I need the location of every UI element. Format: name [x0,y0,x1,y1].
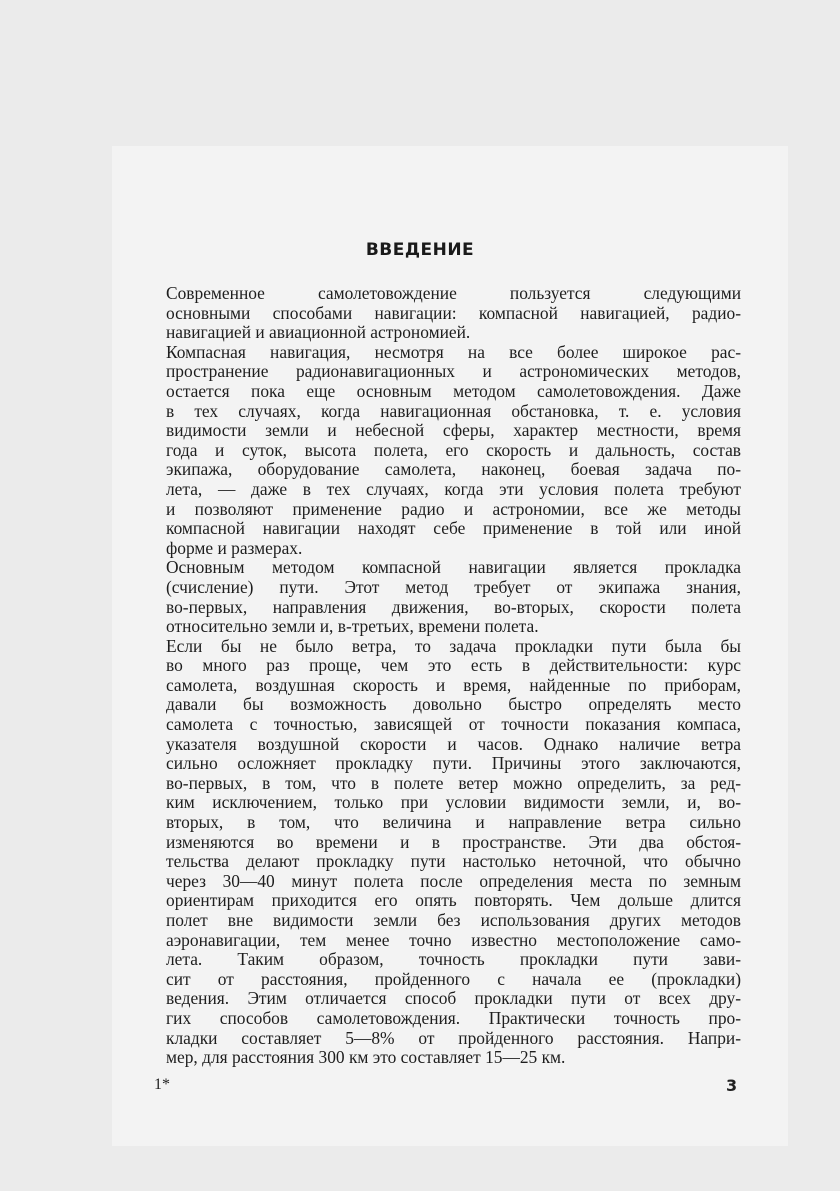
text-line: Если бы не было ветра, то задача прокладки пути была бы [166,636,741,656]
text-line: самолета с точностью, зависящей от точности показания компаса, [166,715,741,735]
page-number: 3 [726,1076,738,1095]
text-line: лета, — даже в тех случаях, когда эти условия полета требуют [166,479,741,499]
text-line: тельства делают прокладку пути настолько неточной, что обычно [166,852,741,872]
text-line: Компасная навигация, несмотря на все более широкое рас- [166,342,741,362]
text-line: относительно земли и, в-третьих, времени полета. [166,617,539,637]
text-line: изменяются во времени и в пространстве. Эти два обстоя- [166,832,741,852]
text-line: пространение радионавигационных и астрономических методов, [166,362,741,382]
text-line: Основным методом компасной навигации является прокладка [166,558,741,578]
signature-mark: 1* [154,1076,170,1093]
text-line: указателя воздушной скорости и часов. Однако наличие ветра [166,734,741,754]
text-line: мер, для расстояния 300 км это составляет 15—25 км. [166,1048,566,1068]
text-line: в тех случаях, когда навигационная обстановка, т. е. условия [166,401,741,421]
text-line: полет вне видимости земли без использования других методов [166,911,741,930]
text-line: гих способов самолетовождения. Практически точность про- [166,1008,741,1028]
text-line: во много раз проще, чем это есть в действительности: курс [166,656,741,676]
text-line: компасной навигации находят себе применение в той или иной [166,519,741,539]
text-line: остается пока еще основным методом самолетовождения. Даже [166,381,741,401]
page-title: ВВЕДЕНИЕ [365,240,475,260]
text-line: сильно осложняет прокладку пути. Причины этого заключаются, [166,754,741,774]
text-line: самолета, воздушная скорость и время, найденные по приборам, [166,675,741,695]
text-line: экипажа, оборудование самолета, наконец, боевая задача по- [166,460,741,480]
text-line: ким исключением, только при условии видимости земли, и, во- [166,793,741,813]
text-line: (счисление) пути. Этот метод требует от экипажа знания, [166,577,741,597]
text-line: и позволяют применение радио и астрономии, все же методы [166,499,741,519]
text-line: ведения. Этим отличается способ прокладки пути от всех дру- [166,989,741,1009]
text-line: ориентирам приходится его опять повторять. Чем дольше длится [166,891,741,911]
text-line: во-первых, в том, что в полете ветер можно определить, за ред- [166,773,741,793]
text-line: аэронавигации, тем менее точно известно местоположение само- [166,930,741,950]
text-line: сит от расстояния, пройденного с начала ее (прокладки) [166,969,741,989]
body-text [166,284,741,1068]
text-line: давали бы возможность довольно быстро определять место [166,695,741,715]
text-line: вторых, в том, что величина и направление ветра сильно [166,813,741,833]
text-line: лета. Таким образом, точность прокладки пути зави- [166,950,741,970]
text-line: форме и размерах. [166,538,303,558]
text-line: видимости земли и небесной сферы, характер местности, время [166,421,741,441]
text-line: Современное самолетовождение пользуется следующими [166,284,741,303]
text-line: года и суток, высота полета, его скорость и дальность, состав [166,440,741,460]
text-line: навигацией и авиационной астрономией. [166,323,471,343]
text-line: кладки составляет 5—8% от пройденного расстояния. Напри- [166,1028,741,1048]
text-line: через 30—40 минут полета после определения места по земным [166,871,741,891]
text-line: основными способами навигации: компасной навигацией, радио- [166,303,741,323]
text-line: во-первых, направления движения, во-вторых, скорости полета [166,597,741,617]
